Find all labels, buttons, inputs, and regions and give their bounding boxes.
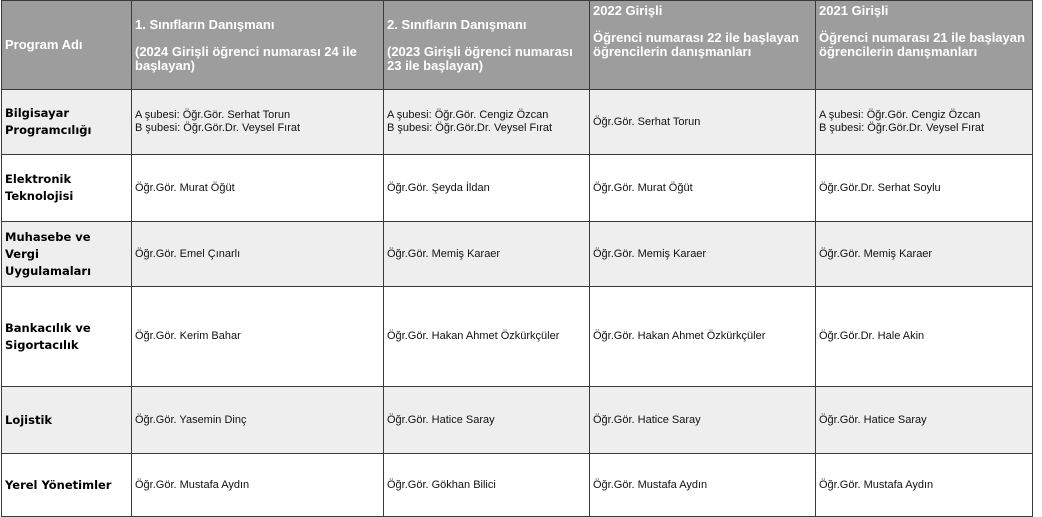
header-first-year bbox=[132, 1, 384, 90]
header-second-year-sub: (2023 Girişli öğrenci numarası 23 ile başlayan) bbox=[387, 43, 573, 73]
program-name: Lojistik bbox=[2, 387, 132, 454]
advisor-cell: Öğr.Gör. Emel Çınarlı bbox=[132, 222, 384, 287]
header-second-year-title: 2. Sınıfların Danışmanı bbox=[387, 16, 527, 32]
table-row bbox=[2, 287, 1033, 387]
advisor-cell: Öğr.Gör. Mustafa Aydın bbox=[132, 454, 384, 517]
table-row bbox=[2, 222, 1033, 287]
advisor-cell: Öğr.Gör.Dr. Serhat Soylu bbox=[816, 155, 1033, 222]
advisor-cell bbox=[816, 90, 1033, 155]
program-name: Bankacılık ve Sigortacılık bbox=[2, 287, 132, 387]
table-row bbox=[2, 454, 1033, 517]
header-second-year bbox=[384, 1, 590, 90]
header-2022 bbox=[590, 1, 816, 90]
advisor-cell: Öğr.Gör. Yasemin Dinç bbox=[132, 387, 384, 454]
advisor-cell: Öğr.Gör. Hakan Ahmet Özkürkçüler bbox=[384, 287, 590, 387]
advisor-cell: Öğr.Gör. Hatice Saray bbox=[384, 387, 590, 454]
advisor-cell: Öğr.Gör. Memiş Karaer bbox=[384, 222, 590, 287]
program-name: Muhasebe ve Vergi Uygulamaları bbox=[2, 222, 132, 287]
advisor-cell: Öğr.Gör. Murat Öğüt bbox=[132, 155, 384, 222]
header-program bbox=[2, 1, 132, 90]
header-2022-sub: Öğrenci numarası 22 ile başlayan öğrencilerin danışmanları bbox=[593, 30, 799, 59]
advisor-cell: Öğr.Gör. Memiş Karaer bbox=[590, 222, 816, 287]
advisor-cell bbox=[384, 90, 590, 155]
advisor-cell: Öğr.Gör. Mustafa Aydın bbox=[590, 454, 816, 517]
program-name: Yerel Yönetimler bbox=[2, 454, 132, 517]
advisor-cell: Öğr.Gör. Hakan Ahmet Özkürkçüler bbox=[590, 287, 816, 387]
advisor-line: A şubesi: Öğr.Gör. Cengiz Özcan bbox=[387, 109, 549, 121]
advisor-cell: Öğr.Gör. Mustafa Aydın bbox=[816, 454, 1033, 517]
advisor-cell: Öğr.Gör. Memiş Karaer bbox=[816, 222, 1033, 287]
advisor-line: A şubesi: Öğr.Gör. Serhat Torun bbox=[135, 109, 291, 121]
advisor-cell bbox=[132, 90, 384, 155]
advisor-cell: Öğr.Gör. Gökhan Bilici bbox=[384, 454, 590, 517]
header-row bbox=[2, 1, 1033, 90]
header-first-year-title: 1. Sınıfların Danışmanı bbox=[135, 16, 275, 32]
advisor-line: A şubesi: Öğr.Gör. Cengiz Özcan bbox=[819, 109, 981, 121]
advisor-cell: Öğr.Gör. Şeyda İldan bbox=[384, 155, 590, 222]
header-2021 bbox=[816, 1, 1033, 90]
table-row bbox=[2, 90, 1033, 155]
advisor-line: B şubesi: Öğr.Gör.Dr. Veysel Fırat bbox=[387, 122, 553, 134]
advisor-cell: Öğr.Gör.Dr. Hale Akin bbox=[816, 287, 1033, 387]
advisor-table bbox=[1, 0, 1033, 517]
header-2021-title: 2021 Girişli bbox=[819, 3, 889, 18]
table-row bbox=[2, 155, 1033, 222]
advisor-cell: Öğr.Gör. Murat Öğüt bbox=[590, 155, 816, 222]
advisor-line: B şubesi: Öğr.Gör.Dr. Veysel Fırat bbox=[135, 122, 301, 134]
advisor-cell: Öğr.Gör. Hatice Saray bbox=[816, 387, 1033, 454]
header-2021-sub: Öğrenci numarası 21 ile başlayan öğrencilerin danışmanları bbox=[819, 30, 1025, 59]
program-name: Elektronik Teknolojisi bbox=[2, 155, 132, 222]
header-2022-title: 2022 Girişli bbox=[593, 3, 663, 18]
header-first-year-sub: (2024 Girişli öğrenci numarası 24 ile başlayan) bbox=[135, 43, 357, 73]
advisor-cell: Öğr.Gör. Kerim Bahar bbox=[132, 287, 384, 387]
advisor-cell: Öğr.Gör. Hatice Saray bbox=[590, 387, 816, 454]
program-name: Bilgisayar Programcılığı bbox=[2, 90, 132, 155]
advisor-line: B şubesi: Öğr.Gör.Dr. Veysel Fırat bbox=[819, 122, 985, 134]
header-program-title: Program Adı bbox=[5, 37, 83, 52]
advisor-cell: Öğr.Gör. Serhat Torun bbox=[590, 90, 816, 155]
table-row bbox=[2, 387, 1033, 454]
